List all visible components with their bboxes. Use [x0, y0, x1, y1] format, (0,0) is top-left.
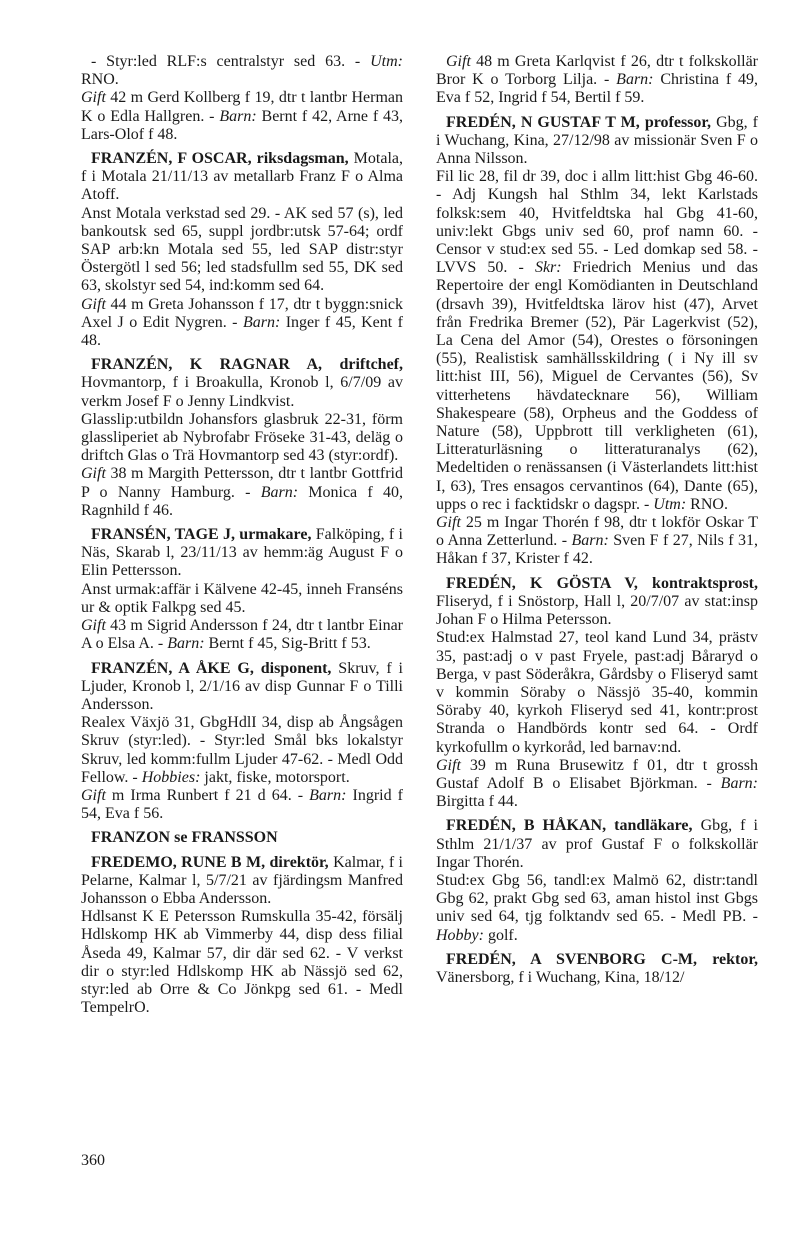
text-run: 44 m Greta Johansson f 17, dtr t byggn:snick Axel J o Edit Nygren. - — [81, 295, 403, 331]
entry-name-title: FREDÉN, B HÅKAN, tandläkare, — [446, 817, 693, 835]
entry-paragraph — [81, 787, 403, 823]
entry-heading-paragraph — [81, 150, 403, 205]
text-run: Fil lic 28, fil dr 39, doc i allm litt:hist Gbg 46-60. - Adj Kungsh hal Sthlm 34, lekt Karlstads folksk:sem 40, Hvitfeldtska hal Gbg 41-60, univ:lekt Gbgs univ sed 60, prof namn 60. - Censor v stud:ex sed 55. - Led domkap sed 58. - LVVS 50. - — [436, 168, 758, 277]
text-run: Inger f 45, Kent f 48. — [81, 313, 403, 350]
text-run: Gbg, f i Wuchang, Kina, 27/12/98 av missionär Sven F o Anna Nilsson. — [436, 113, 758, 168]
entry-heading-paragraph — [81, 660, 403, 715]
text-run: Stud:ex Gbg 56, tandl:ex Malmö 62, distr:tandl Gbg 62, prakt Gbg sed 63, aman histol inst Gbgs univ sed 64, tjg folktandv sed 65. - Medl PB. - — [436, 871, 758, 926]
text-run: Monica f 40, Ragnhild f 46. — [81, 483, 403, 519]
text-run: Birgitta f 44. — [436, 793, 518, 811]
italic-label: Gift — [436, 756, 461, 774]
entry-paragraph — [436, 757, 758, 812]
entry-paragraph — [81, 296, 403, 351]
text-run: Gbg, f i Sthlm 21/1/37 av prof Gustaf F o folkskollär Ingar Thorén. — [436, 817, 758, 871]
italic-label: Barn: — [720, 774, 758, 792]
biography-entry — [436, 575, 758, 812]
entry-name-title: FREDÉN, A SVENBORG C-M, rektor, — [446, 950, 758, 968]
text-run: 39 m Runa Brusewitz f 01, dtr t grossh Gustaf Adolf B o Elisabet Björkman. - — [436, 756, 758, 792]
entry-heading-paragraph — [81, 854, 403, 909]
entry-name-title: FRANZÉN, K RAGNAR A, driftchef, — [91, 356, 403, 374]
text-run: Realex Växjö 31, GbgHdlI 34, disp ab Ångsågen Skruv (styr:led). - Styr:led Smål bks lokalstyr Skruv, led komm:fullm Ljuder 47-62. - Medl Odd Fellow. - — [81, 714, 403, 786]
entry-paragraph — [81, 205, 403, 296]
text-run: Anst urmak:affär i Kälvene 42-45, inneh Franséns ur & optik Falkpg sed 45. — [81, 580, 403, 616]
text-run: m Irma Runbert f 21 d 64. - — [105, 786, 310, 804]
italic-label: Utm: — [370, 53, 403, 70]
entry-paragraph — [81, 617, 403, 653]
text-run: Christina f 49, Eva f 52, Ingrid f 54, Bertil f 59. — [436, 71, 758, 107]
italic-label: Gift — [436, 514, 461, 532]
text-run: 43 m Sigrid Andersson f 24, dtr t lantbr Einar A o Elsa A. - — [81, 617, 403, 653]
entry-paragraph — [81, 465, 403, 520]
entry-name-title: FREDÉN, N GUSTAF T M, professor, — [446, 113, 712, 131]
biography-entry — [436, 951, 758, 987]
entry-paragraph — [81, 581, 403, 617]
entry-heading-paragraph — [81, 356, 403, 411]
text-run: Sven F f 27, Nils f 31, Håkan f 37, Krister f 42. — [436, 532, 758, 568]
entry-paragraph — [81, 714, 403, 787]
entry-heading-paragraph — [436, 951, 758, 987]
text-run: Vänersborg, f i Wuchang, Kina, 18/12/ — [436, 968, 685, 986]
entry-paragraph — [81, 908, 403, 1017]
text-run: Ingrid f 54, Eva f 56. — [81, 786, 403, 823]
italic-label: Gift — [81, 617, 106, 635]
italic-label: Barn: — [260, 483, 299, 501]
text-run: Friedrich Menius und das Repertoire der engl Komödianten in Deutschland (drsavh 39), Hvitfeldtska lärov hist (47), Arvet från Fredrika Bremer (52), Pär Lagerkvist (52), La Cena del Amor (54), Orestes o försoningen (55), Realistisk samhällsskildring ( i Ny ill sv litt:hist III, 56), Miguel de Cervantes (56), Sv vitterhetens hävdatecknare 56), William Shakespeare (58), Orpheus and the Goddess of Nature (58), Uppbrott till verkligheten (61), Litteraturläsning o litteraturanalys (62), Medeltiden o renässansen (i Västerlandets litt:hist I, 63), Tres ensagos cervantinos (64), Dante (65), upps o rec i facktidskr o dagspr. - — [436, 259, 758, 513]
italic-label: Gift — [81, 465, 106, 483]
italic-label: Barn: — [219, 107, 257, 125]
text-run: RNO. — [81, 71, 119, 89]
text-run: Glasslip:utbildn Johansfors glasbruk 22-31, förm glassliperiet ab Nybrofabr Fröseke 31-43, deläg o driftch Glas o Trä Hovmantorp sed 43 (styr:ordf). — [81, 410, 403, 465]
entry-name-title: FRANZÉN, A ÅKE G, disponent, — [91, 659, 332, 677]
italic-label: Utm: — [653, 495, 687, 513]
entry-heading-paragraph — [81, 526, 403, 581]
biography-entry — [81, 526, 403, 653]
text-run: Bernt f 45, Sig-Britt f 53. — [204, 635, 371, 653]
entry-paragraph — [81, 411, 403, 466]
entry-paragraph — [436, 629, 758, 756]
entry-heading-paragraph — [436, 53, 758, 108]
italic-label: Hobby: — [436, 926, 484, 944]
text-run: Bernt f 42, Arne f 43, Lars-Olof f 48. — [81, 107, 403, 143]
entry-heading-paragraph — [436, 575, 758, 630]
entry-heading-paragraph — [81, 829, 403, 847]
text-run: Skruv, f i Ljuder, Kronob l, 2/1/16 av disp Gunnar F o Tilli Andersson. — [81, 659, 403, 713]
text-run: 38 m Margith Pettersson, dtr t lantbr Gottfrid P o Nanny Hamburg. - — [81, 465, 403, 501]
entry-paragraph — [436, 514, 758, 569]
text-run: jakt, fiske, motorsport. — [200, 768, 350, 786]
text-run: Falköping, f i Näs, Skarab l, 23/11/13 av hemm:äg August F o Elin Pettersson. — [81, 526, 403, 580]
biography-entry — [436, 114, 758, 569]
text-run: - Styr:led RLF:s centralstyr sed 63. - — [91, 53, 371, 70]
text-run: 48 m Greta Karlqvist f 26, dtr t folkskollär Bror K o Torborg Lilja. - — [436, 53, 758, 89]
biography-entry — [436, 817, 758, 944]
italic-label: Barn: — [242, 313, 281, 331]
text-run: Anst Motala verkstad sed 29. - AK sed 57 (s), led bankoutsk sed 65, suppl jordbr:utsk 57-64; ordf SAP arb:kn Motala sed 55, led SAP distr:styr Östergötl l sed 56; led stadsfullm sed 55, DK sed 63, skolstyr sed 54, ind:komm sed 64. — [81, 204, 403, 295]
entry-name-title: FREDEMO, RUNE B M, direktör, — [91, 853, 329, 871]
text-run: RNO. — [686, 495, 728, 513]
italic-label: Gift — [81, 786, 106, 804]
italic-label: Barn: — [309, 786, 347, 804]
biography-entry — [81, 356, 403, 520]
text-run: Fliseryd, f i Snöstorp, Hall l, 20/7/07 av stat:insp Johan F o Hilma Petersson. — [436, 592, 758, 629]
biography-entry — [81, 660, 403, 824]
text-run: 25 m Ingar Thorén f 98, dtr t lokför Oskar T o Anna Zetterlund. - — [436, 514, 758, 550]
italic-label: Gift — [81, 89, 106, 107]
italic-label: Gift — [446, 53, 471, 70]
biography-entry — [81, 53, 403, 144]
entry-paragraph — [436, 168, 758, 514]
text-run: Hdlsanst K E Petersson Rumskulla 35-42, försälj Hdlskomp HK ab Vimmerby 44, disp dess filial Åseda 49, Kalmar 57, dir där sed 62. - V verkst dir o styr:led Hdlskomp HK ab Nässjö sed 62, styr:led ab Orre & Co Jönkpg sed 61. - Medl TempelrO. — [81, 908, 403, 1017]
entry-heading-paragraph — [436, 114, 758, 169]
text-run: 42 m Gerd Kollberg f 19, dtr t lantbr Herman K o Edla Hallgren. - — [81, 89, 403, 125]
entry-name-title: FRANZON se FRANSSON — [91, 829, 278, 847]
text-run: Hovmantorp, f i Broakulla, Kronob l, 6/7/09 av verkm Josef F o Jenny Lindkvist. — [81, 374, 403, 410]
entry-name-title: FREDÉN, K GÖSTA V, kontraktsprost, — [446, 574, 758, 592]
italic-label: Hobbies: — [141, 768, 201, 786]
entry-paragraph — [436, 872, 758, 945]
text-run: Stud:ex Halmstad 27, teol kand Lund 34, prästv 35, past:adj o v past Fryele, past:adj Båraryd o Berga, v past Söderåkra, Gårdsby o Fliseryd samt v kommin Söraby o Nässjö 35-40, kommin Söraby 40, kyrkoh Fliseryd sed 41, kontr:prost Stranda o Handbörds kontr sed 64. - Ordf kyrkofullm o kyrkoråd, led barnav:nd. — [436, 629, 758, 756]
right-text-column — [436, 53, 758, 993]
entry-name-title: FRANZÉN, F OSCAR, riksdagsman, — [91, 150, 349, 168]
biography-entry — [81, 854, 403, 1018]
text-run: Kalmar, f i Pelarne, Kalmar l, 5/7/21 av fjärdingsm Manfred Johansson o Ebba Andersson. — [81, 853, 404, 907]
italic-label: Skr: — [534, 259, 562, 277]
biography-entry — [436, 53, 758, 108]
text-run: golf. — [483, 926, 518, 944]
entry-heading-paragraph — [436, 817, 758, 872]
left-text-column — [81, 53, 403, 1023]
entry-paragraph — [81, 89, 403, 144]
italic-label: Barn: — [616, 71, 654, 89]
entry-name-title: FRANSÉN, TAGE J, urmakare, — [91, 526, 312, 544]
italic-label: Gift — [81, 295, 106, 313]
entry-heading-paragraph — [81, 53, 403, 89]
biography-entry — [81, 150, 403, 350]
text-run: Motala, f i Motala 21/11/13 av metallarb Franz F o Alma Atoff. — [81, 150, 403, 204]
italic-label: Barn: — [167, 635, 205, 653]
biography-entry — [81, 829, 403, 847]
page-number: 360 — [81, 1152, 105, 1169]
italic-label: Barn: — [571, 532, 609, 550]
